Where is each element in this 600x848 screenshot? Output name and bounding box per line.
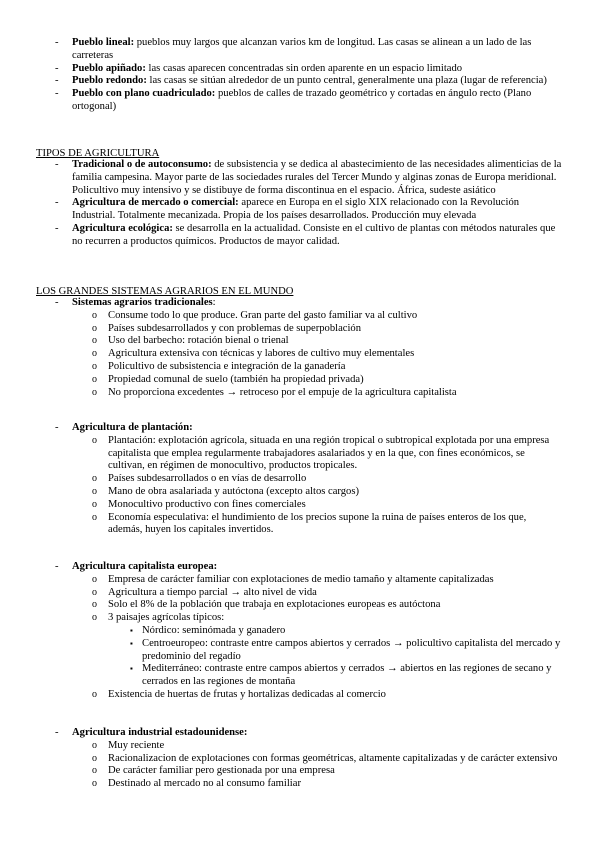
list-item: [0, 223, 600, 249]
item-text: Plantación: explotación agrícola, situada en una región tropical o subtropical explotada por una empresa capitalista que emplea regularmente trabajadores asalariados y en la que, con fines económicos, se cultivan, en régimen de monocultivo, productos tropicales.: [108, 434, 550, 472]
list-item: [0, 37, 600, 63]
item-text: Nórdico: seminómada y ganadero: [142, 624, 286, 636]
sub-list-item: [0, 625, 600, 638]
subsection-title: Agricultura capitalista europea:: [72, 561, 218, 572]
term: Agricultura ecológica:: [72, 222, 173, 234]
circle-bullet: o: [92, 434, 97, 446]
circle-bullet: o: [92, 599, 97, 611]
item-text: Propiedad comunal de suelo (también ha propiedad privada): [108, 373, 364, 385]
dash-bullet: -: [55, 88, 59, 100]
item-text: Solo el 8% de la población que trabaja en explotaciones europeas es autóctona: [108, 599, 441, 611]
list-item: [0, 197, 600, 223]
estadounidense-section: [0, 727, 600, 791]
item-text: Mano de obra asalariada y autóctona (excepto altos cargos): [108, 485, 360, 497]
list-item: [0, 75, 600, 88]
item-text: Mediterráneo: contraste entre campos abiertos y cerrados → abiertos en las regiones de secano y cerrados en las regiones de montaña: [142, 663, 552, 688]
item-text: 3 paisajes agrícolas típicos:: [108, 612, 225, 624]
list-item: [0, 374, 600, 387]
circle-bullet: o: [92, 739, 97, 751]
list-item: [0, 310, 600, 323]
list-item: [0, 587, 600, 600]
circle-bullet: o: [92, 612, 97, 624]
subsection-title-row: [0, 561, 600, 574]
circle-bullet: o: [92, 498, 97, 510]
title-suffix: :: [212, 297, 216, 308]
list-item: [0, 361, 600, 374]
dash-bullet: -: [55, 297, 59, 308]
section-heading-tipos: TIPOS DE AGRICULTURA: [36, 148, 160, 159]
subsection-title-row: [0, 727, 600, 740]
term: Tradicional o de autoconsumo:: [72, 159, 212, 170]
item-text: Consume todo lo que produce. Gran parte del gasto familiar va al cultivo: [108, 309, 418, 321]
tipos-list: [0, 159, 600, 249]
description: pueblos muy largos que alcanzan varios km de longitud. Las casas se alinean a un lado de las carreteras: [72, 37, 532, 61]
dash-bullet: -: [55, 561, 59, 572]
list-item: [0, 599, 600, 612]
subsection-title: Agricultura industrial estadounidense:: [72, 727, 248, 738]
circle-bullet: o: [92, 752, 97, 764]
list-item: [0, 387, 600, 400]
list-item: [0, 778, 600, 791]
sub-list-item: [0, 663, 600, 689]
circle-bullet: o: [92, 485, 97, 497]
list-item: [0, 323, 600, 336]
list-item: [0, 753, 600, 766]
description: de subsistencia y se dedica al abastecimiento de las necesidades alimenticias de la familia campesina. Mayor parte de las sociedades rurales del Tercer Mundo y alginas zonas de Europa meridional. Policultivo muy intensivo y se distibuye de forma discontinua en el espacio. África, sudeste asiático: [72, 159, 562, 196]
circle-bullet: o: [92, 778, 97, 790]
dash-bullet: -: [55, 197, 59, 209]
item-text: Racionalizacion de explotaciones con formas geométricas, altamente capitalizadas y de carácter extensivo: [108, 752, 558, 764]
circle-bullet: o: [92, 322, 97, 334]
item-text: Agricultura extensiva con técnicas y labores de cultivo muy elementales: [108, 348, 415, 360]
item-text: Muy reciente: [108, 739, 165, 751]
circle-bullet: o: [92, 309, 97, 321]
item-text: De carácter familiar pero gestionada por una empresa: [108, 765, 335, 777]
list-item: [0, 486, 600, 499]
item-text: Centroeuropeo: contraste entre campos abiertos y cerrados → policultivo capitalista del mercado y predominio del regadío: [142, 637, 561, 662]
section-heading-grandes: LOS GRANDES SISTEMAS AGRARIOS EN EL MUNDO: [36, 286, 294, 297]
europea-section: [0, 561, 600, 702]
list-item: [0, 765, 600, 778]
list-item: [0, 740, 600, 753]
square-bullet: ▪: [130, 664, 133, 674]
description: se desarrolla en la actualidad. Consiste en el cultivo de plantas con métodos naturales que no recurren a productos químicos. Productos de mayor calidad.: [72, 222, 556, 247]
item-text: Empresa de carácter familiar con explotaciones de medio tamaño y altamente capitalizadas: [108, 573, 494, 585]
poblamiento-list: [0, 37, 600, 114]
circle-bullet: o: [92, 688, 97, 700]
subsection-title-row: [0, 422, 600, 435]
list-item: [0, 348, 600, 361]
term: Pueblo redondo:: [72, 75, 147, 87]
circle-bullet: o: [92, 586, 97, 598]
item-text: Destinado al mercado no al consumo familiar: [108, 778, 301, 790]
list-item: [0, 473, 600, 486]
item-text: Países subdesarrollados y con problemas de superpoblación: [108, 322, 362, 334]
list-item: [0, 574, 600, 587]
circle-bullet: o: [92, 386, 97, 398]
plantacion-section: [0, 422, 600, 537]
subsection-title-row: [0, 297, 600, 310]
item-text: Economía especulativa: el hundimiento de los precios supone la ruina de países enteros de los que, además, huyen los capitales invertidos.: [108, 511, 527, 536]
sub-list-item: [0, 638, 600, 664]
circle-bullet: o: [92, 373, 97, 385]
dash-bullet: -: [55, 75, 59, 87]
subsection-title: Sistemas agrarios tradicionales: [72, 297, 213, 308]
circle-bullet: o: [92, 335, 97, 347]
list-item: [0, 435, 600, 473]
dash-bullet: -: [55, 37, 59, 48]
item-text: Uso del barbecho: rotación bienal o trienal: [108, 335, 289, 347]
dash-bullet: -: [55, 159, 59, 170]
circle-bullet: o: [92, 573, 97, 585]
item-text: Policultivo de subsistencia e integración de la ganadería: [108, 360, 346, 372]
list-item: [0, 689, 600, 702]
square-bullet: ▪: [130, 638, 133, 648]
square-bullet: ▪: [130, 625, 133, 635]
description: aparece en Europa en el siglo XIX relacionado con la Revolución Industrial. Totalmente mecanizada. Propia de los países desarrollados. Producción muy elevada: [72, 197, 520, 222]
subsection-title: Agricultura de plantación:: [72, 422, 193, 433]
list-item: [0, 88, 600, 114]
description: las casas se sitúan alrededor de un punto central, generalmente una plaza (lugar de referencia): [146, 75, 547, 87]
item-text: Existencia de huertas de frutas y hortalizas dedicadas al comercio: [108, 688, 386, 700]
term: Agricultura de mercado o comercial:: [72, 197, 239, 209]
list-item: [0, 512, 600, 538]
description: las casas aparecen concentradas sin orden aparente en un espacio limitado: [145, 62, 463, 74]
circle-bullet: o: [92, 765, 97, 777]
item-text: No proporciona excedentes → retroceso por el empuje de la agricultura capitalista: [108, 386, 457, 398]
circle-bullet: o: [92, 473, 97, 485]
item-text: Monocultivo productivo con fines comerciales: [108, 498, 306, 510]
dash-bullet: -: [55, 727, 59, 738]
description: pueblos de calles de trazado geométrico y cortadas en ángulo recto (Plano ortogonal): [72, 88, 532, 112]
term: Pueblo lineal:: [72, 37, 135, 48]
circle-bullet: o: [92, 348, 97, 360]
circle-bullet: o: [92, 511, 97, 523]
item-text: Agricultura a tiempo parcial → alto nivel de vida: [108, 586, 317, 598]
item-text: Países subdesarrollados o en vías de desarrollo: [108, 473, 307, 485]
list-item: [0, 63, 600, 76]
dash-bullet: -: [55, 62, 59, 74]
dash-bullet: -: [55, 222, 59, 234]
tradicionales-section: [0, 297, 600, 399]
list-item: [0, 159, 600, 197]
term: Pueblo con plano cuadriculado:: [72, 88, 216, 100]
list-item: [0, 335, 600, 348]
dash-bullet: -: [55, 422, 59, 433]
list-item: [0, 499, 600, 512]
term: Pueblo apiñado:: [72, 62, 146, 74]
circle-bullet: o: [92, 360, 97, 372]
list-item: [0, 612, 600, 625]
